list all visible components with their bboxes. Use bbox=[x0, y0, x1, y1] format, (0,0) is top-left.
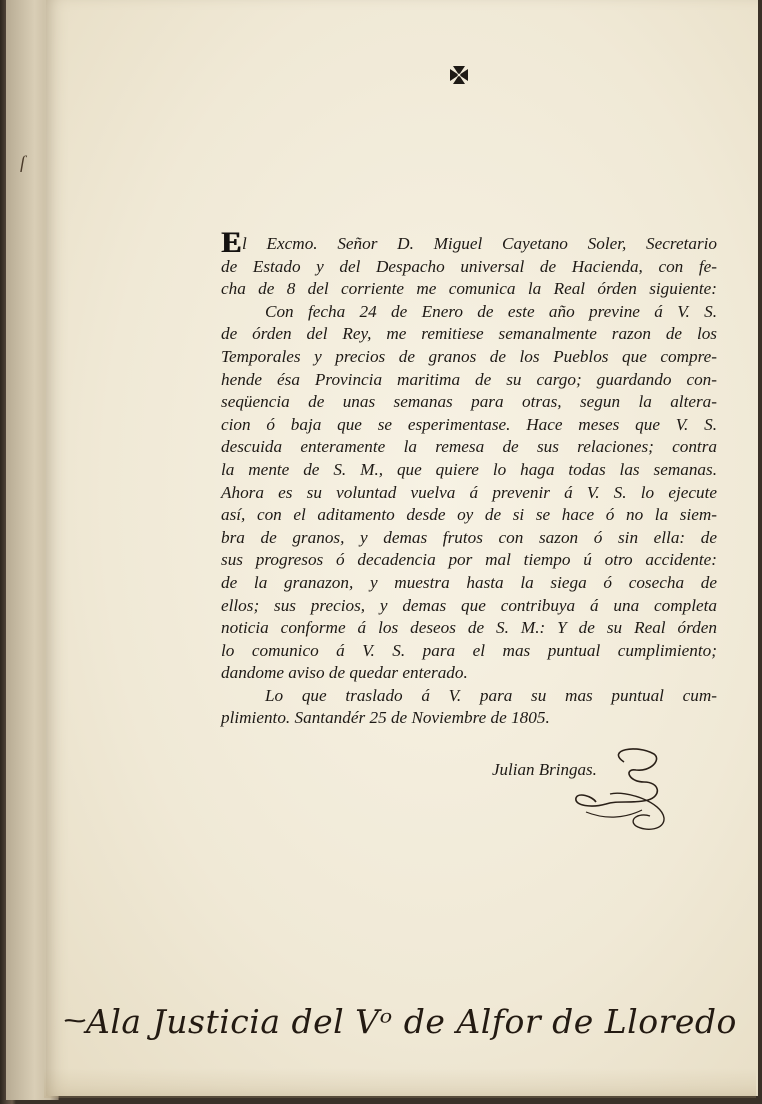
decree-body bbox=[221, 226, 717, 730]
text-line-12: Ahora es su voluntad vuelva á prevenir á V. S. lo ejecute bbox=[221, 482, 717, 502]
signature-flourish bbox=[566, 742, 676, 838]
text-line-7: hende ésa Provincia maritima de su cargo; guardando con- bbox=[221, 369, 717, 389]
line-1-rest: l Excmo. Señor D. Miguel Cayetano Soler, Secretario bbox=[242, 234, 717, 253]
maltese-cross-icon bbox=[448, 64, 470, 86]
text-line-4: Con fecha 24 de Enero de este año previne á V. S. bbox=[265, 301, 717, 321]
text-line-16: de la granazon, y muestra hasta la siega ó cosecha de bbox=[221, 572, 717, 592]
address-dash bbox=[64, 1016, 86, 1026]
text-line-8: seqüencia de unas semanas para otras, segun la altera- bbox=[221, 392, 717, 412]
signature-name: Julian Bringas. bbox=[492, 760, 597, 779]
page-bottom-shade bbox=[44, 1068, 756, 1098]
text-line-22: plimiento. Santandér 25 de Noviembre de 1805. bbox=[221, 708, 550, 728]
drop-cap: E bbox=[221, 226, 242, 259]
margin-mark: ſ bbox=[20, 152, 26, 172]
text-line-10: descuida enteramente la remesa de sus relaciones; contra bbox=[221, 437, 717, 457]
text-line-5: de órden del Rey, me remitiese semanalmente razon de los bbox=[221, 324, 717, 344]
text-line-15: sus progresos ó decadencia por mal tiempo ú otro accidente: bbox=[221, 550, 717, 570]
handwritten-address bbox=[64, 992, 737, 1052]
text-line-18: noticia conforme á los deseos de S. M.: Y de su Real órden bbox=[221, 618, 717, 638]
text-line-11: la mente de S. M., que quiere lo haga todas las semanas. bbox=[221, 459, 717, 479]
text-line-19: lo comunico á V. S. para el mas puntual cumplimiento; bbox=[221, 640, 717, 660]
text-line-1 bbox=[221, 226, 717, 259]
text-line-20: dandome aviso de quedar enterado. bbox=[221, 663, 468, 683]
text-line-3: cha de 8 del corriente me comunica la Real órden siguiente: bbox=[221, 279, 717, 299]
text-line-14: bra de granos, y demas frutos con sazon ó sin ella: de bbox=[221, 527, 717, 547]
text-line-6: Temporales y precios de granos de los Pueblos que compre- bbox=[221, 346, 717, 366]
text-line-21: Lo que traslado á V. para su mas puntual cum- bbox=[265, 685, 717, 705]
address-text: Ala Justicia del Vᵒ de Alfor de Lloredo bbox=[86, 1002, 737, 1041]
text-line-9: cion ó baja que se esperimentase. Hace meses que V. S. bbox=[221, 414, 717, 434]
text-line-13: así, con el aditamento desde oy de si se hace ó no la siem- bbox=[221, 505, 717, 525]
text-line-2: de Estado y del Despacho universal de Hacienda, con fe- bbox=[221, 256, 717, 276]
text-line-17: ellos; sus precios, y demas que contribuya á una completa bbox=[221, 595, 717, 615]
